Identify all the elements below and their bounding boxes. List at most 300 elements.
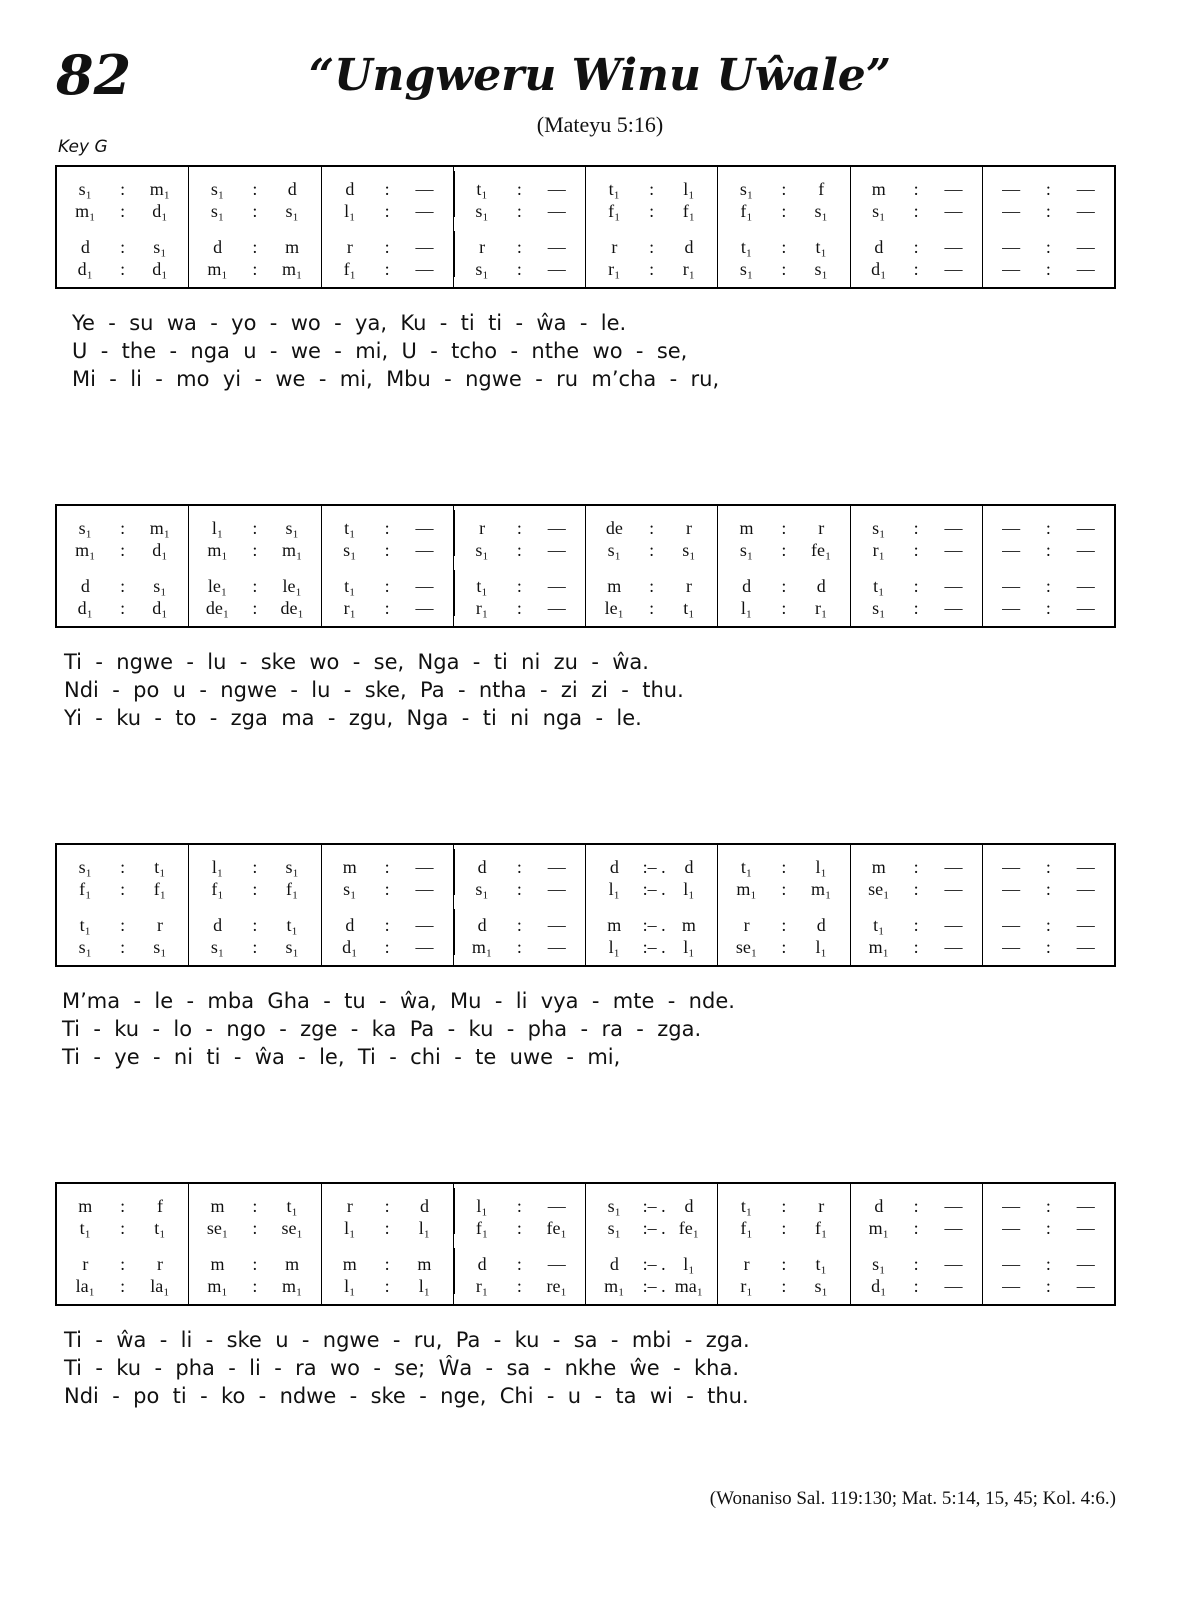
- measure: [982, 1184, 1114, 1304]
- note: —: [415, 915, 434, 935]
- lyric-line: Yi - ku - to - zga ma - zgu, Nga - ti ni nga - le.: [64, 706, 642, 730]
- voice-line: [718, 915, 849, 935]
- measure: [453, 845, 585, 965]
- measure: [717, 506, 849, 626]
- note: d: [609, 1254, 619, 1274]
- note: m: [78, 1196, 93, 1216]
- lyric-line: Ti - ye - ni ti - ŵa - le, Ti - chi - te uwe - mi,: [62, 1045, 621, 1069]
- note: r₁: [343, 598, 356, 618]
- note: r₁: [608, 259, 621, 279]
- note: —: [415, 518, 434, 538]
- beat-separator: :: [384, 598, 390, 618]
- voice-line: [454, 1218, 585, 1238]
- note: r: [479, 237, 486, 257]
- beat-separator: :: [516, 937, 522, 957]
- voice-line: [189, 259, 320, 279]
- beat-separator: :: [120, 201, 126, 221]
- note: —: [1002, 1276, 1021, 1296]
- note: m₁: [811, 879, 832, 899]
- voice-line: [454, 598, 585, 618]
- note: m₁: [75, 540, 96, 560]
- voice-line: [57, 237, 188, 257]
- voice-line: [189, 237, 320, 257]
- note: —: [415, 540, 434, 560]
- note: —: [1002, 857, 1021, 877]
- note: —: [415, 259, 434, 279]
- beat-separator: :: [1045, 540, 1051, 560]
- beat-separator: :: [516, 201, 522, 221]
- note: m: [607, 915, 622, 935]
- half-barline: [454, 909, 455, 955]
- beat-separator: :: [516, 598, 522, 618]
- beat-separator: :: [1045, 915, 1051, 935]
- note: l₁: [815, 857, 827, 877]
- note: —: [944, 576, 963, 596]
- voice-line: [586, 259, 717, 279]
- note: —: [1076, 540, 1095, 560]
- note: m: [417, 1254, 432, 1274]
- note: d: [874, 237, 884, 257]
- beat-separator: :: [1045, 879, 1051, 899]
- note: —: [944, 879, 963, 899]
- key-signature: Key G: [58, 137, 108, 157]
- beat-separator: :: [516, 237, 522, 257]
- note: —: [547, 576, 566, 596]
- note: —: [1002, 237, 1021, 257]
- note: l₁: [608, 937, 620, 957]
- beat-separator: :: [516, 857, 522, 877]
- note: f: [156, 1196, 163, 1216]
- beat-separator: :: [781, 201, 787, 221]
- beat-separator: :– .: [642, 1254, 666, 1274]
- note: d₁: [77, 259, 93, 279]
- note: l₁: [683, 937, 695, 957]
- note: f₁: [682, 201, 696, 221]
- voice-line: [586, 237, 717, 257]
- voice-line: [851, 598, 982, 618]
- note: s₁: [475, 259, 489, 279]
- note: s₁: [285, 201, 299, 221]
- beat-separator: :: [384, 576, 390, 596]
- voice-line: [189, 879, 320, 899]
- beat-separator: :: [913, 857, 919, 877]
- beat-separator: :: [781, 576, 787, 596]
- beat-separator: :: [516, 576, 522, 596]
- beat-separator: :: [781, 937, 787, 957]
- voice-line: [57, 518, 188, 538]
- beat-separator: :: [781, 879, 787, 899]
- note: s₁: [210, 179, 225, 199]
- voice-line: [322, 540, 453, 560]
- note: d₁: [152, 201, 168, 221]
- beat-separator: :: [1045, 857, 1051, 877]
- note: s₁: [285, 518, 299, 538]
- note: s₁: [78, 179, 92, 199]
- note: s₁: [153, 576, 167, 596]
- note: f₁: [286, 879, 299, 899]
- notation-system: [55, 504, 1116, 628]
- voice-line: [454, 201, 585, 221]
- note: r: [82, 1254, 89, 1274]
- note: s₁: [210, 201, 225, 221]
- beat-separator: :: [120, 598, 126, 618]
- notation-system: [55, 165, 1116, 289]
- voice-line: [851, 879, 982, 899]
- note: s₁: [814, 201, 828, 221]
- voice-line: [851, 1254, 982, 1274]
- note: —: [547, 857, 566, 877]
- note: —: [547, 237, 566, 257]
- note: —: [415, 937, 434, 957]
- beat-separator: :: [781, 540, 787, 560]
- voice-line: [586, 937, 717, 957]
- note: —: [547, 201, 566, 221]
- note: d: [477, 1254, 487, 1274]
- note: —: [1002, 259, 1021, 279]
- note: m: [285, 1254, 300, 1274]
- note: —: [415, 598, 434, 618]
- note: l₁: [683, 879, 695, 899]
- voice-line: [454, 879, 585, 899]
- voice-line: [189, 915, 320, 935]
- measure: [585, 167, 717, 287]
- voice-line: [851, 1218, 982, 1238]
- note: —: [1002, 937, 1021, 957]
- voice-line: [322, 915, 453, 935]
- note: m₁: [604, 1276, 625, 1296]
- note: m: [210, 1196, 225, 1216]
- note: m: [210, 1254, 225, 1274]
- beat-separator: :: [516, 1276, 522, 1296]
- beat-separator: :: [252, 598, 258, 618]
- beat-separator: :: [384, 259, 390, 279]
- note: s₁: [814, 259, 828, 279]
- note: —: [1076, 937, 1095, 957]
- note: t₁: [608, 179, 620, 199]
- voice-line: [322, 201, 453, 221]
- note: d: [419, 1196, 429, 1216]
- beat-separator: :: [252, 540, 258, 560]
- voice-line: [322, 576, 453, 596]
- note: l₁: [418, 1218, 431, 1238]
- measure: [453, 506, 585, 626]
- measure: [321, 845, 453, 965]
- beat-separator: :: [120, 540, 126, 560]
- beat-separator: :: [516, 1196, 522, 1216]
- voice-line: [718, 937, 849, 957]
- note: r: [685, 518, 692, 538]
- beat-separator: :: [913, 518, 919, 538]
- voice-line: [586, 201, 717, 221]
- note: t₁: [740, 237, 753, 257]
- measure: [717, 1184, 849, 1304]
- beat-separator: :: [649, 540, 655, 560]
- beat-separator: :: [516, 915, 522, 935]
- measure: [188, 167, 320, 287]
- voice-line: [586, 1254, 717, 1274]
- note: f₁: [815, 1218, 828, 1238]
- voice-line: [57, 259, 188, 279]
- note: s₁: [475, 540, 489, 560]
- note: m: [342, 857, 357, 877]
- note: —: [1076, 879, 1095, 899]
- note: —: [944, 237, 963, 257]
- beat-separator: :: [120, 1254, 126, 1274]
- note: s₁: [78, 518, 92, 538]
- voice-line: [454, 518, 585, 538]
- note: —: [1002, 1254, 1021, 1274]
- measure: [188, 1184, 320, 1304]
- beat-separator: :: [1045, 576, 1051, 596]
- beat-separator: :: [120, 857, 126, 877]
- note: re₁: [546, 1276, 567, 1296]
- voice-line: [189, 540, 320, 560]
- voice-line: [851, 1276, 982, 1296]
- beat-separator: :: [516, 540, 522, 560]
- voice-line: [454, 1254, 585, 1274]
- voice-line: [983, 1276, 1114, 1296]
- note: —: [944, 915, 963, 935]
- voice-line: [851, 937, 982, 957]
- note: —: [415, 201, 434, 221]
- hymn-number: 82: [56, 43, 132, 107]
- note: —: [1002, 879, 1021, 899]
- note: t₁: [344, 518, 356, 538]
- beat-separator: :: [516, 1218, 522, 1238]
- note: t₁: [286, 1196, 298, 1216]
- voice-line: [57, 915, 188, 935]
- beat-separator: :: [649, 518, 655, 538]
- measure: [57, 506, 188, 626]
- note: l₁: [683, 1254, 695, 1274]
- beat-separator: :: [1045, 259, 1051, 279]
- measure: [321, 506, 453, 626]
- beat-separator: :: [252, 201, 258, 221]
- voice-line: [189, 1254, 320, 1274]
- note: f₁: [608, 201, 621, 221]
- voice-line: [57, 1276, 188, 1296]
- note: —: [1076, 201, 1095, 221]
- lyric-line: Ye - su wa - yo - wo - ya, Ku - ti ti - ŵa - le.: [72, 311, 627, 335]
- beat-separator: :: [516, 259, 522, 279]
- note: t₁: [683, 598, 695, 618]
- note: r₁: [475, 1276, 489, 1296]
- note: —: [1002, 179, 1021, 199]
- note: s₁: [739, 540, 754, 560]
- voice-line: [57, 1218, 188, 1238]
- note: d: [80, 576, 90, 596]
- beat-separator: :: [913, 1254, 919, 1274]
- note: r: [818, 518, 825, 538]
- voice-line: [586, 1218, 717, 1238]
- note: —: [1076, 857, 1095, 877]
- measure: [453, 1184, 585, 1304]
- note: d: [80, 237, 90, 257]
- voice-line: [57, 1196, 188, 1216]
- note: d: [742, 576, 752, 596]
- beat-separator: :: [252, 1276, 258, 1296]
- note: t₁: [79, 1218, 91, 1238]
- note: —: [547, 518, 566, 538]
- voice-line: [851, 237, 982, 257]
- note: —: [1076, 179, 1095, 199]
- voice-line: [718, 259, 849, 279]
- voice-line: [322, 857, 453, 877]
- note: fe₁: [546, 1218, 567, 1238]
- beat-separator: :: [1045, 1218, 1051, 1238]
- beat-separator: :: [384, 1276, 390, 1296]
- beat-separator: :: [781, 1276, 787, 1296]
- measure: [57, 845, 188, 965]
- note: de₁: [205, 598, 230, 618]
- voice-line: [57, 576, 188, 596]
- beat-separator: :: [384, 179, 390, 199]
- note: s₁: [475, 201, 489, 221]
- note: m₁: [207, 540, 228, 560]
- voice-line: [586, 879, 717, 899]
- beat-separator: :: [1045, 1196, 1051, 1216]
- note: —: [1076, 1196, 1095, 1216]
- voice-line: [57, 598, 188, 618]
- beat-separator: :: [516, 518, 522, 538]
- beat-separator: :– .: [642, 915, 666, 935]
- measure: [188, 845, 320, 965]
- beat-separator: :: [1045, 1276, 1051, 1296]
- beat-separator: :: [384, 915, 390, 935]
- note: r: [611, 237, 618, 257]
- voice-line: [983, 915, 1114, 935]
- note: s₁: [607, 540, 621, 560]
- note: t₁: [873, 576, 885, 596]
- note: —: [1076, 518, 1095, 538]
- beat-separator: :: [120, 879, 126, 899]
- voice-line: [983, 857, 1114, 877]
- beat-separator: :: [1045, 598, 1051, 618]
- beat-separator: :: [913, 179, 919, 199]
- note: t₁: [476, 179, 488, 199]
- note: le₁: [282, 576, 302, 596]
- voice-line: [718, 179, 849, 199]
- voice-line: [983, 598, 1114, 618]
- beat-separator: :: [781, 1254, 787, 1274]
- note: r: [346, 1196, 353, 1216]
- lyric-line: Ti - ku - lo - ngo - zge - ka Pa - ku - pha - ra - zga.: [62, 1017, 702, 1041]
- voice-line: [718, 518, 849, 538]
- voice-line: [586, 576, 717, 596]
- note: l₁: [815, 937, 827, 957]
- voice-line: [322, 1218, 453, 1238]
- half-barline: [454, 849, 455, 895]
- voice-line: [983, 201, 1114, 221]
- note: —: [1076, 915, 1095, 935]
- note: —: [547, 540, 566, 560]
- voice-line: [322, 237, 453, 257]
- beat-separator: :: [781, 857, 787, 877]
- voice-line: [718, 201, 849, 221]
- beat-separator: :: [781, 259, 787, 279]
- beat-separator: :: [781, 518, 787, 538]
- voice-line: [983, 518, 1114, 538]
- measure: [717, 167, 849, 287]
- beat-separator: :: [384, 879, 390, 899]
- note: t₁: [154, 857, 166, 877]
- note: r: [743, 915, 750, 935]
- measure: [321, 1184, 453, 1304]
- note: m₁: [149, 179, 171, 199]
- half-barline: [454, 171, 455, 217]
- voice-line: [983, 1196, 1114, 1216]
- note: s₁: [343, 879, 357, 899]
- note: —: [547, 937, 566, 957]
- note: de₁: [280, 598, 304, 618]
- note: m₁: [149, 518, 171, 538]
- measure: [850, 1184, 982, 1304]
- voice-line: [322, 598, 453, 618]
- voice-line: [454, 1196, 585, 1216]
- beat-separator: :: [781, 1196, 787, 1216]
- measure: [453, 167, 585, 287]
- note: —: [1076, 598, 1095, 618]
- voice-line: [189, 179, 320, 199]
- note: —: [415, 879, 434, 899]
- note: —: [547, 1254, 566, 1274]
- note: l₁: [211, 857, 224, 877]
- note: l₁: [211, 518, 224, 538]
- beat-separator: :: [913, 1196, 919, 1216]
- beat-separator: :: [1045, 1254, 1051, 1274]
- beat-separator: :: [516, 179, 522, 199]
- beat-separator: :: [120, 576, 126, 596]
- beat-separator: :: [120, 179, 126, 199]
- voice-line: [586, 857, 717, 877]
- voice-line: [586, 540, 717, 560]
- note: t₁: [154, 1218, 166, 1238]
- measure: [717, 845, 849, 965]
- scripture-reference: (Mateyu 5:16): [536, 112, 664, 137]
- voice-line: [718, 857, 849, 877]
- voice-line: [454, 576, 585, 596]
- voice-line: [454, 540, 585, 560]
- note: d: [477, 915, 487, 935]
- note: f₁: [153, 879, 167, 899]
- note: t₁: [286, 915, 298, 935]
- note: le₁: [604, 598, 624, 618]
- note: f₁: [475, 1218, 489, 1238]
- measure: [850, 506, 982, 626]
- beat-separator: :: [384, 1254, 390, 1274]
- note: f₁: [211, 879, 224, 899]
- note: f₁: [343, 259, 356, 279]
- voice-line: [851, 576, 982, 596]
- beat-separator: :: [913, 598, 919, 618]
- note: —: [944, 201, 963, 221]
- voice-line: [454, 259, 585, 279]
- lyric-line: Mi - li - mo yi - we - mi, Mbu - ngwe - ru m’cha - ru,: [72, 367, 720, 391]
- note: s₁: [475, 879, 489, 899]
- beat-separator: :: [252, 1218, 258, 1238]
- beat-separator: :: [120, 915, 126, 935]
- voice-line: [718, 1276, 849, 1296]
- note: —: [1076, 1218, 1095, 1238]
- note: d₁: [152, 598, 168, 618]
- note: m: [739, 518, 754, 538]
- beat-separator: :: [384, 518, 390, 538]
- beat-separator: :: [913, 1276, 919, 1296]
- beat-separator: :: [913, 915, 919, 935]
- beat-separator: :: [781, 915, 787, 935]
- voice-line: [983, 1254, 1114, 1274]
- beat-separator: :: [120, 1218, 126, 1238]
